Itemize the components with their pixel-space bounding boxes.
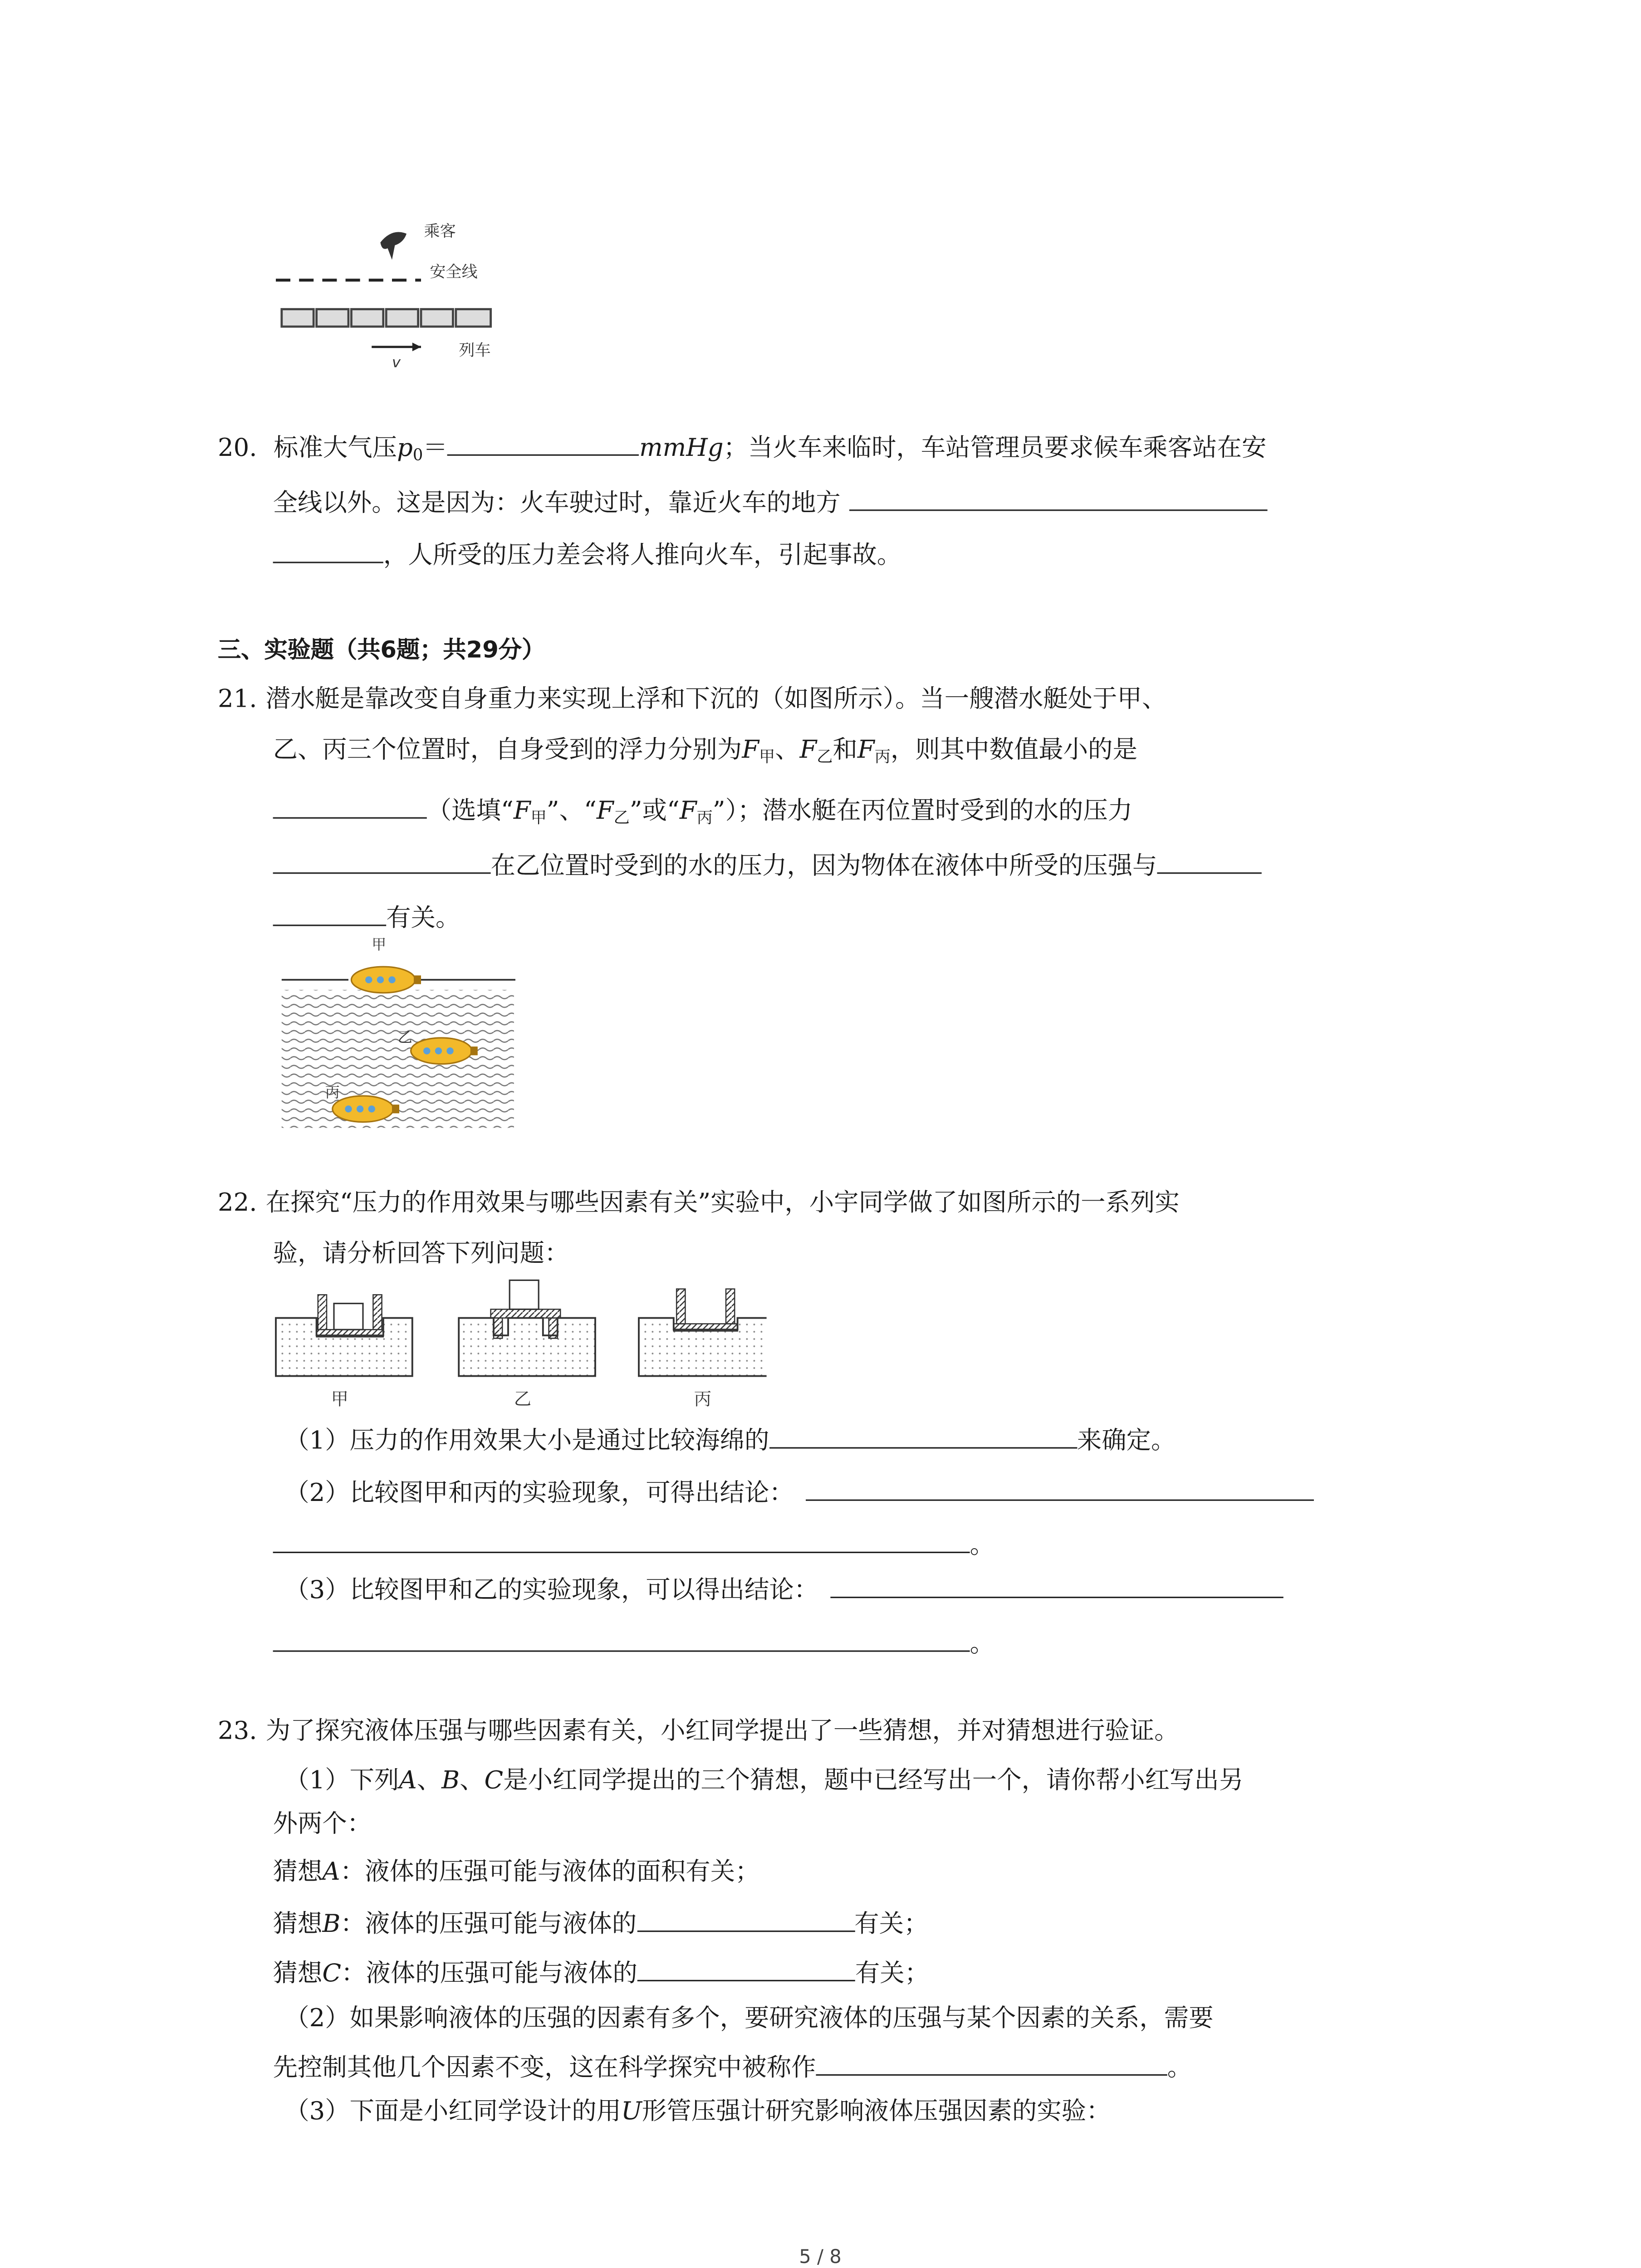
q21-text-l3b: ”）；潜水艇在丙位置时受到的水的压力 [712,797,1133,826]
q21-blank-2[interactable] [273,848,491,874]
q21-F: F [596,797,614,826]
q20-text-a: 标准大气压 [274,434,397,463]
train-platform-figure [276,210,537,370]
q20-unit: mmHg [639,434,724,463]
q23-sep: 、 [416,1766,442,1796]
q22-period-2: 。 [970,1630,994,1659]
q23-A: A [399,1766,417,1796]
q21-sub-bing: 丙 [874,748,891,767]
q22-text-l1: 在探究“压力的作用效果与哪些因素有关”实验中，小宇同学做了如图所示的一系列实 [265,1188,1180,1218]
q23-line1 [218,1716,1179,1747]
q23-guess-c-text: ：液体的压强可能与液体的 [341,1960,637,1989]
q21-he: 和 [833,736,857,765]
passenger-icon [380,232,407,260]
q20-blank-2[interactable] [849,485,1268,511]
q21-sub-jia: 甲 [530,808,547,827]
q21-line5 [273,900,460,935]
q21-number: 21. [218,685,257,714]
q21-text-l3a: （选填“ [426,797,514,826]
arrow-head-icon [412,342,421,351]
q22-period-1: 。 [970,1531,994,1560]
q20-blank-1[interactable] [448,430,639,456]
q23-guess-label: 猜想 [273,1910,323,1940]
q21-sub-jia: 甲 [759,748,775,767]
train-label: 列车 [459,341,491,360]
q21-text-l4: 在乙位置时受到的水的压力，因为物体在液体中所受的压强与 [490,852,1157,881]
q21-sub-yi: 乙 [613,808,630,827]
q23-part3 [284,2096,1111,2128]
q22-text-p2: （2）比较图甲和丙的实验现象，可得出结论： [284,1479,794,1508]
q23-A: A [322,1858,340,1887]
sponge-experiment-figure [273,1271,767,1417]
sponge-bing [639,1289,767,1376]
q23-text-p3a: （3）下面是小红同学设计的用 [284,2097,622,2126]
label-sponge-bing: 丙 [694,1389,712,1410]
q22-part2-cont [273,1527,994,1562]
q22-part2 [284,1475,1313,1510]
label-bing: 丙 [325,1084,340,1101]
q20-line2 [273,485,1268,520]
q23-number: 23. [218,1717,257,1746]
velocity-label: v [392,353,401,370]
q23-C: C [322,1960,342,1989]
label-yi: 乙 [397,1028,412,1046]
page-number: 5 / 8 [799,2247,842,2268]
q23-B: B [441,1766,460,1796]
q22-blank-2-cont[interactable] [273,1527,970,1553]
submarine-figure [276,932,523,1135]
q21-text-l2a: 乙、丙三个位置时，自身受到的浮力分别为 [273,736,742,765]
q21-blank-3[interactable] [1157,848,1261,874]
q20-line3 [273,537,902,572]
q23-blank-c[interactable] [637,1955,855,1981]
sponge-jia [276,1295,412,1376]
label-sponge-jia: 甲 [331,1389,349,1410]
submarine-jia-icon [351,967,421,993]
q22-blank-3-cont[interactable] [273,1626,970,1652]
q21-F: F [513,797,531,826]
q23-part2 [284,2003,1213,2035]
q23-part1 [284,1765,1244,1797]
q21-sep: 、 [775,736,800,765]
q21-quote-1: ”、“ [546,797,597,826]
q23-text-l1: 为了探究液体压强与哪些因素有关，小红同学提出了一些猜想，并对猜想进行验证。 [265,1717,1179,1746]
q22-line1 [218,1188,1180,1219]
q20-blank-2-cont[interactable] [273,537,383,563]
q23-text-p1a: （1）下列 [284,1766,399,1796]
q22-text-p1b: 来确定。 [1077,1427,1176,1456]
q22-text-l2: 验，请分析回答下列问题： [273,1239,569,1269]
q23-guess-label: 猜想 [273,1858,323,1887]
q21-text-l2b: ，则其中数值最小的是 [890,736,1137,765]
q22-text-p1a: （1）压力的作用效果大小是通过比较海绵的 [284,1427,769,1456]
q22-part3 [284,1572,1283,1607]
q23-text-p2b: 先控制其他几个因素不变，这在科学探究中被称作 [273,2054,816,2083]
q23-sep: 、 [460,1766,485,1796]
q22-blank-1[interactable] [769,1422,1077,1449]
q21-line3 [273,792,1133,835]
q21-sub-bing: 丙 [696,808,713,827]
q21-F: F [799,736,817,765]
passenger-label: 乘客 [424,222,456,241]
q22-number: 22. [218,1188,257,1218]
q23-related-c: 有关； [855,1960,930,1989]
q23-related-b: 有关； [854,1910,929,1940]
q21-blank-1[interactable] [273,792,427,819]
q23-guess-c [273,1955,929,1990]
q23-part2-cont [273,2049,1192,2084]
q23-C: C [484,1766,504,1796]
q23-text-p3b: 形管压强计研究影响液体压强因素的实验： [642,2097,1111,2126]
sponge-yi [459,1280,595,1376]
q21-F: F [857,736,875,765]
q23-guess-a [273,1857,760,1888]
q23-guess-b-text: ：液体的压强可能与液体的 [340,1910,637,1940]
label-jia: 甲 [372,935,387,953]
q22-line2 [273,1238,569,1270]
q22-text-p3: （3）比较图甲和乙的实验现象，可以得出结论： [284,1576,819,1606]
q23-guess-a-text: ：液体的压强可能与液体的面积有关； [340,1858,760,1887]
q22-part1 [284,1422,1176,1457]
q21-text-l5: 有关。 [386,904,460,934]
q20-line1 [218,430,1266,472]
q21-line2 [273,734,1137,773]
q21-line4 [273,848,1262,883]
q23-guess-label: 猜想 [273,1960,323,1989]
q23-text-p1b: 是小红同学提出的三个猜想，题中已经写出一个，请你帮小红写出另 [503,1766,1244,1796]
q20-p0: p [397,434,413,463]
q23-B: B [322,1910,341,1940]
q20-text-b: ；当火车来临时，车站管理员要求候车乘客站在安 [723,434,1267,463]
q21-quote-2: ”或“ [629,797,680,826]
train-cars [282,309,491,327]
q23-guess-b [273,1906,929,1941]
q23-blank-2[interactable] [816,2049,1167,2076]
q22-part3-cont [273,1626,994,1661]
q21-text-l1: 潜水艇是靠改变自身重力来实现上浮和下沉的（如图所示）。当一艘潜水艇处于甲、 [265,685,1167,714]
q22-blank-3[interactable] [830,1572,1283,1598]
section3-heading: 三、实验题（共6题；共29分） [218,635,545,664]
safety-line-label: 安全线 [430,263,478,282]
q20-text-l2: 全线以外。这是因为：火车驶过时，靠近火车的地方 [273,489,841,518]
q20-number: 20. [218,434,257,463]
q23-blank-b[interactable] [637,1906,854,1932]
q21-F: F [679,797,697,826]
q21-F: F [742,736,759,765]
q23-period: 。 [1167,2054,1192,2083]
q21-blank-3-cont[interactable] [273,900,387,926]
q21-sub-yi: 乙 [817,748,833,767]
q23-text-p2a: （2）如果影响液体的压强的因素有多个，要研究液体的压强与某个因素的关系，需要 [284,2004,1214,2034]
q20-equals: ＝ [423,434,448,463]
q20-p0-sub: 0 [412,445,423,464]
q23-part1-cont [273,1809,372,1840]
q22-blank-2[interactable] [805,1475,1313,1501]
q20-text-l3: ，人所受的压力差会将人推向火车，引起事故。 [383,541,902,571]
q23-text-p1c: 外两个： [273,1810,372,1839]
label-sponge-yi: 乙 [514,1389,532,1410]
q23-U: U [621,2097,642,2126]
q21-line1 [218,684,1166,715]
